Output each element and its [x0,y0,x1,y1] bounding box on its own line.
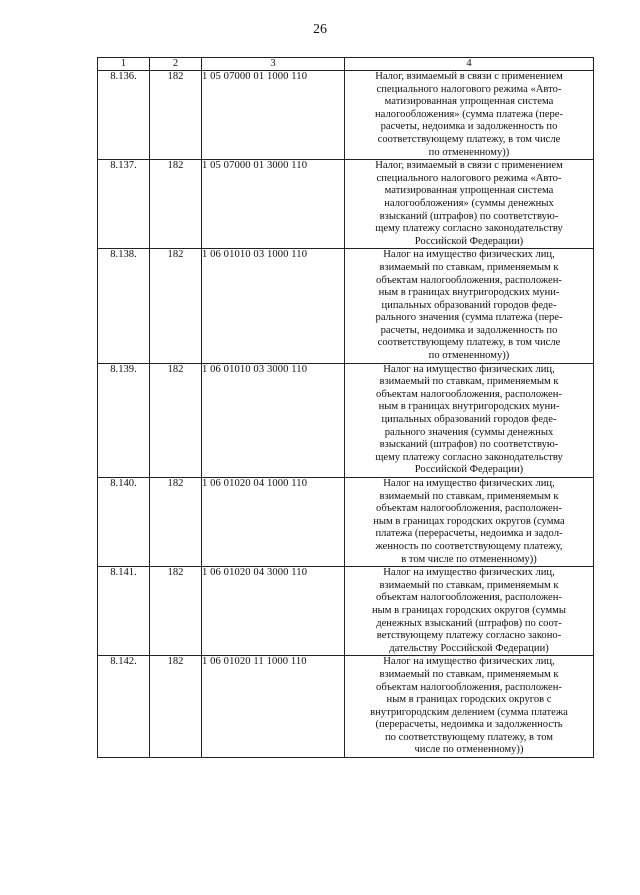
description-line: взысканий (штрафов) по соответствую- [379,210,559,222]
admin-code-cell: 182 [150,567,202,656]
description-cell [345,656,594,758]
budget-code-cell: 1 06 01020 11 1000 110 [202,656,345,758]
admin-code-cell: 182 [150,656,202,758]
row-number-cell: 8.137. [98,160,150,249]
admin-code-cell: 182 [150,71,202,160]
description-line: ным в границах внутригородских муни- [378,287,560,299]
table-body [98,71,594,758]
description-line: денежных взысканий (штрафов) по соот- [376,617,562,629]
description-cell [345,249,594,363]
description-line: Налог, взимаемый в связи с применением [375,160,563,172]
description-line: Налог на имущество физических лиц, [383,656,555,668]
table-row [98,71,594,160]
description-line: ципальных образований городов феде- [381,299,557,311]
admin-code-cell: 182 [150,478,202,567]
row-number-cell: 8.138. [98,249,150,363]
description-line: специального налогового режима «Авто- [376,172,562,184]
description-line: по отмененному)) [428,146,510,158]
description-line: взимаемый по ставкам, применяемым к [379,579,559,591]
description-line: женность по соответствующему платежу, [375,540,563,552]
description-line: ветствующему платежу согласно законо- [376,630,562,642]
description-line: матизированная упрощенная система [384,185,554,197]
budget-code-cell: 1 05 07000 01 1000 110 [202,71,345,160]
description-line: ным в границах городских округов с [386,694,552,706]
description-line: рального значения (сумма платежа (пере- [375,312,563,324]
table-row [98,363,594,477]
budget-code-cell: 1 06 01010 03 1000 110 [202,249,345,363]
budget-classification-table [97,57,594,758]
description-line: Российской Федерации) [414,464,524,476]
description-line: объектам налогообложения, расположен- [376,388,562,400]
table-row [98,249,594,363]
column-header: 1 [98,58,150,71]
description-line: Российской Федерации) [414,235,524,247]
description-line: (перерасчеты, недоимка и задолженность [375,719,563,731]
row-number-cell: 8.136. [98,71,150,160]
row-number-cell: 8.140. [98,478,150,567]
description-line: расчеты, недоимка и задолженность по [380,324,558,336]
description-cell [345,478,594,567]
admin-code-cell: 182 [150,249,202,363]
budget-code-cell: 1 06 01010 03 3000 110 [202,363,345,477]
budget-code-cell: 1 05 07000 01 3000 110 [202,160,345,249]
description-line: объектам налогообложения, расположен- [376,681,562,693]
description-line: расчеты, недоимка и задолженность по [380,121,558,133]
description-line: налогообложения» (суммы денежных [384,197,554,209]
description-line: в том числе по отмененному)) [401,553,537,565]
table-row [98,656,594,758]
budget-code-cell: 1 06 01020 04 1000 110 [202,478,345,567]
description-line: Налог, взимаемый в связи с применением [375,71,563,82]
admin-code-cell: 182 [150,160,202,249]
description-line: ным в границах городских округов (суммы [371,604,566,616]
description-line: щему платежу согласно законодательству [375,451,563,463]
description-line: специального налогового режима «Авто- [376,83,562,95]
description-line: соответствующему платежу, в том числе [377,337,561,349]
description-line: взимаемый по ставкам, применяемым к [379,490,559,502]
description-line: объектам налогообложения, расположен- [376,592,562,604]
description-cell [345,71,594,160]
description-line: взысканий (штрафов) по соответствую- [379,439,559,451]
description-line: по соответствующему платежу, в том [385,731,553,743]
description-line: соответствующему платежу, в том числе [377,133,561,145]
column-header: 4 [345,58,594,71]
table-row [98,478,594,567]
description-cell [345,567,594,656]
page-number: 26 [313,22,327,37]
description-line: Налог на имущество физических лиц, [383,363,555,375]
admin-code-cell: 182 [150,363,202,477]
table-header-row [98,58,594,71]
description-line: платежа (перерасчеты, недоимка и задол- [375,528,563,540]
description-cell [345,160,594,249]
description-line: рального значения (суммы денежных [384,426,554,438]
budget-code-cell: 1 06 01020 04 3000 110 [202,567,345,656]
table-row [98,567,594,656]
row-number-cell: 8.142. [98,656,150,758]
description-line: по отмененному)) [428,350,510,362]
description-line: ным в границах внутригородских муни- [378,401,560,413]
description-line: Налог на имущество физических лиц, [383,478,555,489]
row-number-cell: 8.139. [98,363,150,477]
description-line: Налог на имущество физических лиц, [383,567,555,579]
column-header: 2 [150,58,202,71]
table-row [98,160,594,249]
description-line: матизированная упрощенная система [384,96,554,108]
column-header: 3 [202,58,345,71]
description-line: взимаемый по ставкам, применяемым к [379,261,559,273]
description-cell [345,363,594,477]
row-number-cell: 8.141. [98,567,150,656]
description-line: Налог на имущество физических лиц, [383,249,555,261]
description-line: объектам налогообложения, расположен- [376,503,562,515]
description-line: ципальных образований городов феде- [381,414,557,426]
description-line: числе по отмененному)) [414,744,524,756]
description-line: объектам налогообложения, расположен- [376,274,562,286]
description-line: дательству Российской Федерации) [389,642,549,654]
description-line: взимаемый по ставкам, применяемым к [379,668,559,680]
description-line: налогообложения» (сумма платежа (пере- [375,108,563,120]
description-line: внутригородским делением (сумма платежа [370,706,568,718]
description-line: взимаемый по ставкам, применяемым к [379,376,559,388]
description-line: ным в границах городских округов (сумма [373,515,565,527]
description-line: щему платежу согласно законодательству [375,223,563,235]
